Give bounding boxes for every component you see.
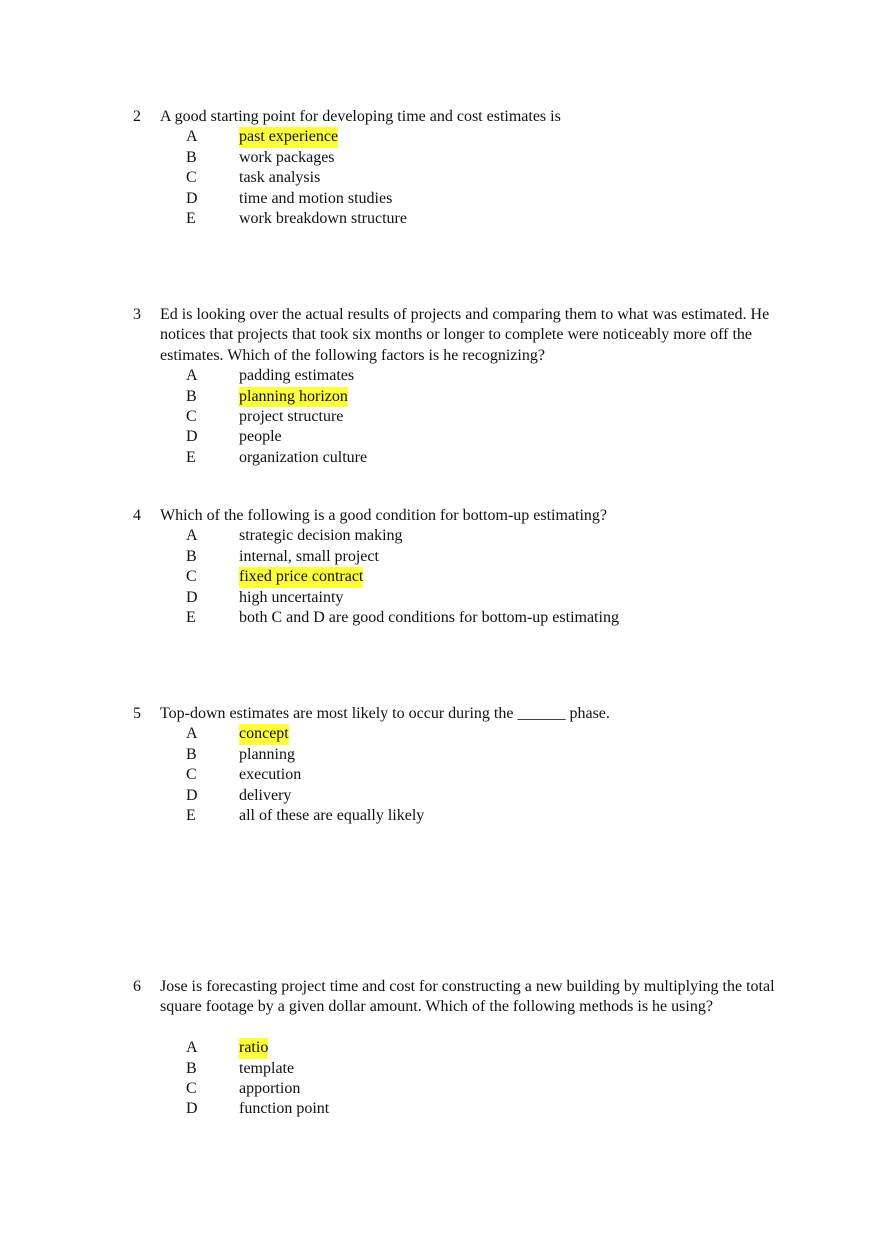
option-letter: D (186, 189, 198, 207)
question-number: 5 (133, 705, 141, 722)
option-text: task analysis (239, 169, 321, 187)
option-e (0, 448, 880, 468)
option-b (0, 1059, 880, 1079)
option-e (0, 209, 880, 229)
option-e (0, 608, 880, 628)
option-b (0, 387, 880, 407)
option-letter: D (186, 1100, 198, 1118)
option-letter: B (186, 745, 197, 763)
option-letter: D (186, 588, 198, 606)
option-letter: A (186, 128, 198, 146)
option-text: people (239, 428, 282, 446)
option-letter: C (186, 169, 197, 187)
question-number: 4 (133, 507, 141, 524)
question-text: Jose is forecasting project time and cost for constructing a new building by multiplying the total square footage by a given dollar amount. Which of the following methods is he using? (160, 978, 775, 1016)
option-d (0, 1099, 880, 1119)
option-c (0, 567, 880, 587)
question-text: A good starting point for developing time and cost estimates is (160, 108, 561, 125)
question-number: 6 (133, 978, 141, 995)
option-text: strategic decision making (239, 527, 403, 545)
option-d (0, 786, 880, 806)
option-letter: C (186, 568, 197, 586)
option-text-highlighted: fixed price contract (239, 567, 363, 587)
option-c (0, 765, 880, 785)
option-a (0, 724, 880, 744)
question-text: Ed is looking over the actual results of projects and comparing them to what was estimated. He notices that projects that took six months or longer to complete were noticeably more off the estimates. Which of the following factors is he recognizing? (160, 306, 770, 364)
option-text: both C and D are good conditions for bottom-up estimating (239, 608, 619, 626)
option-text: internal, small project (239, 547, 379, 565)
question-number: 2 (133, 108, 141, 125)
option-text: high uncertainty (239, 588, 344, 606)
option-c (0, 407, 880, 427)
option-a (0, 1038, 880, 1058)
option-text-highlighted: planning horizon (239, 387, 348, 407)
option-text: template (239, 1059, 295, 1077)
option-text: function point (239, 1100, 330, 1118)
option-text: execution (239, 766, 302, 784)
question-text: Top-down estimates are most likely to occur during the ______ phase. (160, 705, 610, 722)
option-text: planning (239, 745, 295, 763)
option-letter: A (186, 725, 198, 743)
option-text: organization culture (239, 448, 368, 466)
option-text: project structure (239, 407, 344, 425)
option-c (0, 168, 880, 188)
option-letter: B (186, 148, 197, 166)
option-a (0, 526, 880, 546)
option-text: work breakdown structure (239, 209, 407, 227)
option-text: padding estimates (239, 367, 355, 385)
option-b (0, 148, 880, 168)
option-c (0, 1079, 880, 1099)
option-letter: A (186, 367, 198, 385)
option-letter: A (186, 1039, 198, 1057)
option-d (0, 588, 880, 608)
option-text: delivery (239, 786, 292, 804)
option-d (0, 189, 880, 209)
option-text: apportion (239, 1079, 301, 1097)
option-letter: E (186, 608, 196, 626)
question-text: Which of the following is a good condition for bottom-up estimating? (160, 507, 608, 524)
option-letter: E (186, 209, 196, 227)
option-d (0, 427, 880, 447)
option-text: all of these are equally likely (239, 806, 425, 824)
option-letter: C (186, 1079, 197, 1097)
option-text-highlighted: concept (239, 724, 289, 744)
option-letter: D (186, 428, 198, 446)
option-e (0, 806, 880, 826)
option-letter: B (186, 387, 197, 405)
option-a (0, 366, 880, 386)
question-number: 3 (133, 306, 141, 323)
option-text-highlighted: ratio (239, 1038, 268, 1058)
option-text-highlighted: past experience (239, 127, 338, 147)
option-b (0, 745, 880, 765)
option-b (0, 547, 880, 567)
option-letter: E (186, 806, 196, 824)
option-letter: B (186, 1059, 197, 1077)
option-text: time and motion studies (239, 189, 393, 207)
option-letter: D (186, 786, 198, 804)
option-letter: A (186, 527, 198, 545)
option-letter: B (186, 547, 197, 565)
option-letter: C (186, 766, 197, 784)
option-text: work packages (239, 148, 335, 166)
option-letter: C (186, 407, 197, 425)
option-letter: E (186, 448, 196, 466)
option-a (0, 127, 880, 147)
